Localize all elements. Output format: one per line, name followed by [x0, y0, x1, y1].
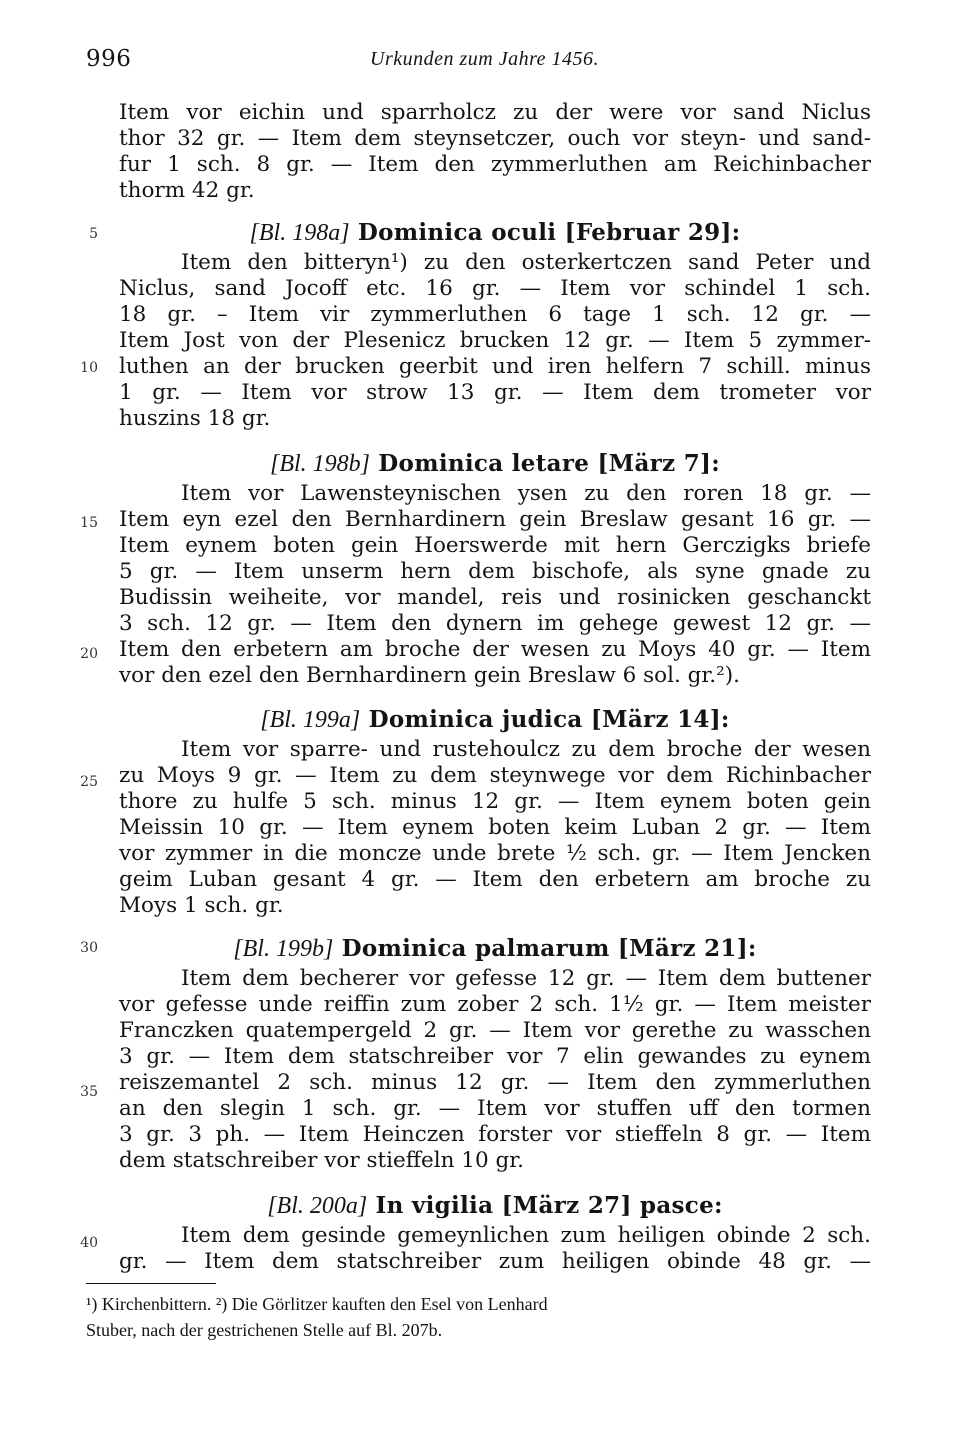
- text-line: Franczken quatempergeld 2 gr. — Item vor gerethe zu wasschen: [119, 1018, 871, 1043]
- section-title: In vigilia [März 27] pasce:: [367, 1192, 723, 1219]
- text-line: thor 32 gr. — Item dem steynsetczer, ouch vor steyn- und sand-: [119, 126, 871, 151]
- text-line: Item den erbetern am broche der wesen zu Moys 40 gr. — Item: [119, 637, 871, 662]
- text-line: thorm 42 gr.: [119, 178, 255, 203]
- section-heading: [119, 219, 871, 247]
- folio-reference: [Bl. 198a]: [249, 220, 350, 246]
- text-line: Item eyn ezel den Bernhardinern gein Breslaw gesant 16 gr. —: [119, 507, 871, 532]
- text-line: vor zymmer in die moncze unde brete ½ sch. gr. — Item Jencken: [119, 841, 871, 866]
- text-line: geim Luban gesant 4 gr. — Item den erbetern am broche zu: [119, 867, 871, 892]
- section-title: Dominica palmarum [März 21]:: [333, 935, 757, 962]
- text-line: Item vor eichin und sparrholcz zu der were vor sand Niclus: [119, 100, 871, 125]
- folio-reference: [Bl. 198b]: [269, 451, 370, 477]
- text-line: Item Jost von der Plesenicz brucken 12 gr. — Item 5 zymmer-: [119, 328, 871, 353]
- folio-reference: [Bl. 200a]: [267, 1193, 368, 1219]
- margin-line-number: 5: [89, 226, 98, 242]
- margin-line-number: 15: [80, 515, 98, 531]
- section-heading: [119, 1192, 871, 1220]
- text-line: huszins 18 gr.: [119, 406, 271, 431]
- text-line: Item vor Lawensteynischen ysen zu den roren 18 gr. —: [181, 481, 871, 506]
- text-line: 5 gr. — Item unserm hern dem bischofe, als syne gnade zu: [119, 559, 871, 584]
- text-line: Item eynem boten gein Hoerswerde mit hern Gerczigks briefe: [119, 533, 871, 558]
- margin-line-number: 20: [80, 646, 98, 662]
- text-line: vor den ezel den Bernhardinern gein Breslaw 6 sol. gr.²).: [119, 663, 740, 688]
- text-line: Item dem becherer vor gefesse 12 gr. — Item dem buttener: [181, 966, 871, 991]
- text-line: thore zu hulfe 5 sch. minus 12 gr. — Item eynem boten gein: [119, 789, 871, 814]
- page-number: 996: [86, 46, 132, 72]
- footnote-rule: [86, 1283, 216, 1284]
- text-line: zu Moys 9 gr. — Item zu dem steynwege vor dem Richinbacher: [119, 763, 871, 788]
- text-line: 3 gr. 3 ph. — Item Heinczen forster vor stieffeln 8 gr. — Item: [119, 1122, 871, 1147]
- section-title: Dominica oculi [Februar 29]:: [349, 219, 741, 246]
- text-line: Moys 1 sch. gr.: [119, 893, 284, 918]
- running-head: Urkunden zum Jahre 1456.: [370, 48, 600, 70]
- margin-line-number: 10: [80, 360, 98, 376]
- section-heading: [119, 935, 871, 963]
- text-line: Item dem gesinde gemeynlichen zum heiligen obinde 2 sch.: [181, 1223, 871, 1248]
- margin-line-number: 25: [80, 774, 98, 790]
- section-heading: [119, 706, 871, 734]
- margin-line-number: 40: [80, 1235, 98, 1251]
- text-line: 18 gr. – Item vir zymmerluthen 6 tage 1 sch. 12 gr. —: [119, 302, 871, 327]
- text-line: 1 gr. — Item vor strow 13 gr. — Item dem trometer vor: [119, 380, 871, 405]
- text-line: reiszemantel 2 sch. minus 12 gr. — Item den zymmerluthen: [119, 1070, 871, 1095]
- footnote-line: ¹) Kirchenbittern. ²) Die Görlitzer kauften den Esel von Lenhard: [86, 1294, 548, 1314]
- folio-reference: [Bl. 199b]: [233, 936, 334, 962]
- text-line: an den slegin 1 sch. gr. — Item vor stuffen uff den tormen: [119, 1096, 871, 1121]
- section-title: Dominica letare [März 7]:: [370, 450, 721, 477]
- folio-reference: [Bl. 199a]: [260, 707, 361, 733]
- text-line: fur 1 sch. 8 gr. — Item den zymmerluthen am Reichinbacher: [119, 152, 871, 177]
- text-line: dem statschreiber vor stieffeln 10 gr.: [119, 1148, 524, 1173]
- text-line: Meissin 10 gr. — Item eynem boten keim Luban 2 gr. — Item: [119, 815, 871, 840]
- section-heading: [119, 450, 871, 478]
- text-line: 3 sch. 12 gr. — Item den dynern im gehege gewest 12 gr. —: [119, 611, 871, 636]
- text-line: luthen an der brucken geerbit und iren helfern 7 schill. minus: [119, 354, 871, 379]
- text-line: Item vor sparre- und rustehoulcz zu dem broche der wesen: [181, 737, 871, 762]
- footnote-line: Stuber, nach der gestrichenen Stelle auf Bl. 207b.: [86, 1320, 443, 1340]
- margin-line-number: 30: [80, 940, 98, 956]
- text-line: vor gefesse unde reiffin zum zober 2 sch. 1½ gr. — Item meister: [119, 992, 871, 1017]
- text-line: 3 gr. — Item dem statschreiber vor 7 elin gewandes zu eynem: [119, 1044, 871, 1069]
- text-line: Niclus, sand Jocoff etc. 16 gr. — Item vor schindel 1 sch.: [119, 276, 871, 301]
- section-title: Dominica judica [März 14]:: [360, 706, 730, 733]
- margin-line-number: 35: [80, 1084, 98, 1100]
- text-line: Item den bitteryn¹) zu den osterkertczen sand Peter und: [181, 250, 871, 275]
- text-line: gr. — Item dem statschreiber zum heiligen obinde 48 gr. —: [119, 1249, 871, 1274]
- text-line: Budissin weiheite, vor mandel, reis und rosinicken geschanckt: [119, 585, 871, 610]
